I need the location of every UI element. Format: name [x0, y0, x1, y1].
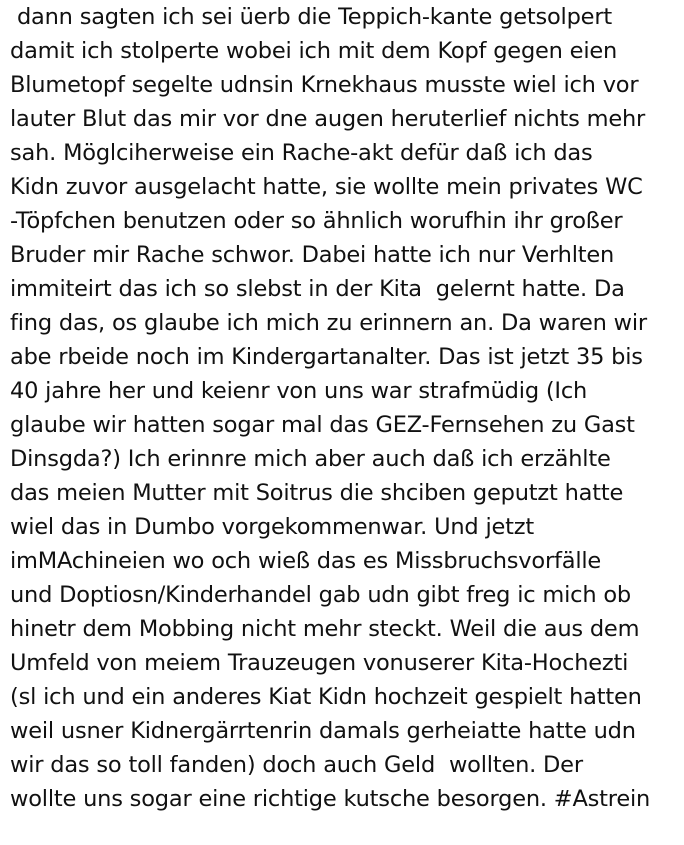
text-line-3: Blumetopf segelte udnsin Krnekhaus musste wiel ich vor	[10, 72, 639, 98]
text-line-14: Dinsgda?) Ich erinnre mich aber auch daß ich erzählte	[10, 446, 611, 472]
text-line-18: und Doptiosn/Kinderhandel gab udn gibt freg ic mich ob	[10, 582, 631, 608]
text-line-10: fing das, os glaube ich mich zu erinnern an. Da waren wir	[10, 310, 647, 336]
text-line-20: Umfeld von meiem Trauzeugen vonuserer Kita-Hochezti	[10, 650, 629, 676]
text-line-5: sah. Möglciherweise ein Rache-akt defür daß ich das	[10, 140, 593, 166]
text-line-7: -Töpfchen benutzen oder so ähnlich worufhin ihr großer	[10, 208, 623, 234]
text-line-9: immiteirt das ich so slebst in der Kita gelernt hatte. Da	[10, 276, 625, 302]
text-line-15: das meien Mutter mit Soitrus die shciben geputzt hatte	[10, 480, 624, 506]
text-line-24: wollte uns sogar eine richtige kutsche besorgen. #Astrein	[10, 786, 651, 812]
text-line-16: wiel das in Dumbo vorgekommenwar. Und jetzt	[10, 514, 534, 540]
text-line-11: abe rbeide noch im Kindergartanalter. Das ist jetzt 35 bis	[10, 344, 643, 370]
text-line-22: weil usner Kidnergärrtenrin damals gerheiatte hatte udn	[10, 718, 636, 744]
text-line-23: wir das so toll fanden) doch auch Geld wollten. Der	[10, 752, 583, 778]
text-line-1: dann sagten ich sei üerb die Teppich-kante getsolpert	[10, 4, 612, 30]
text-line-19: hinetr dem Mobbing nicht mehr steckt. Weil die aus dem	[10, 616, 640, 642]
text-line-17: imMAchineien wo och wieß das es Missbruchsvorfälle	[10, 548, 602, 574]
text-line-4: lauter Blut das mir vor dne augen heruterlief nichts mehr	[10, 106, 646, 132]
text-line-12: 40 jahre her und keienr von uns war strafmüdig (Ich	[10, 378, 588, 404]
text-line-21: (sl ich und ein anderes Kiat Kidn hochzeit gespielt hatten	[10, 684, 642, 710]
text-line-6: Kidn zuvor ausgelacht hatte, sie wollte mein privates WC	[10, 174, 643, 200]
text-line-13: glaube wir hatten sogar mal das GEZ-Fernsehen zu Gast	[10, 412, 635, 438]
text-line-2: damit ich stolperte wobei ich mit dem Kopf gegen eien	[10, 38, 618, 64]
text-line-8: Bruder mir Rache schwor. Dabei hatte ich nur Verhlten	[10, 242, 615, 268]
